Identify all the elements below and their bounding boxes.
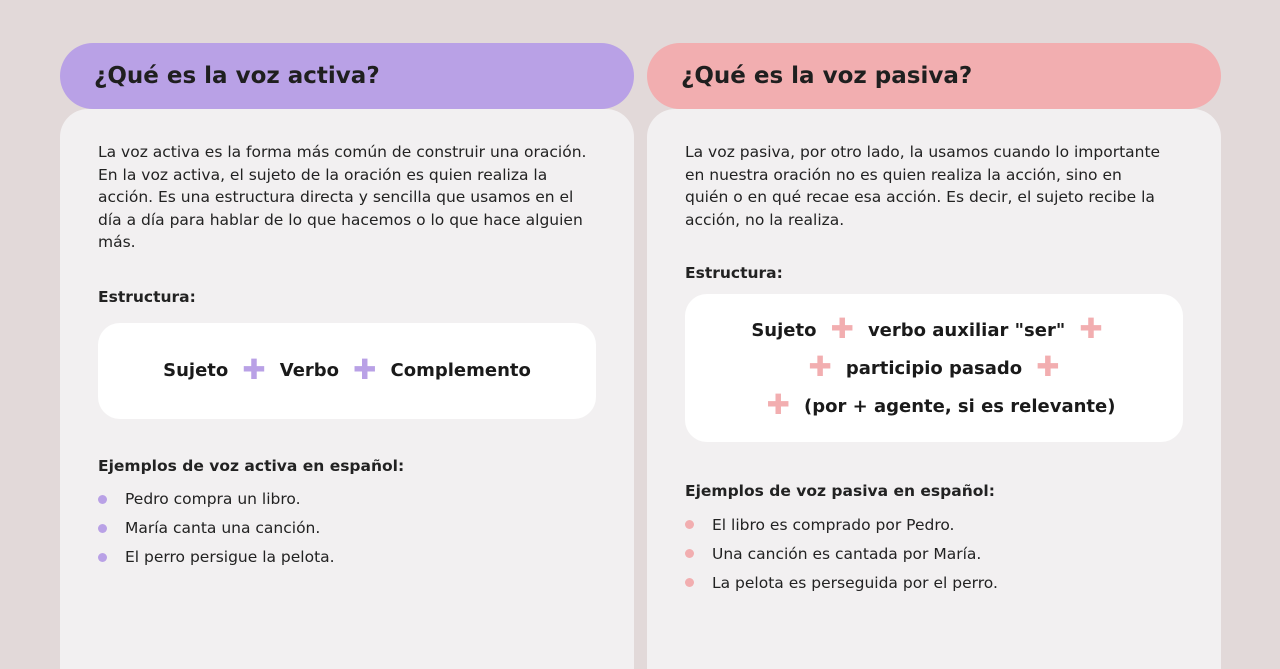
bullet-dot-icon	[685, 549, 694, 558]
active-formula-row	[163, 352, 531, 386]
passive-voice-title: ¿Qué es la voz pasiva?	[647, 43, 1221, 109]
bullet-dot-icon	[685, 578, 694, 587]
formula-term-complement: Complemento	[390, 360, 531, 381]
plus-icon: ✚	[242, 352, 266, 386]
active-voice-card	[60, 109, 634, 669]
passive-examples-list	[685, 510, 1183, 597]
list-item: El perro persigue la pelota.	[98, 543, 596, 572]
formula-term-auxiliary-verb: verbo auxiliar "ser"	[867, 319, 1066, 341]
plus-icon: ✚	[808, 350, 832, 383]
plus-icon: ✚	[830, 312, 854, 345]
active-structure-label: Estructura:	[98, 287, 196, 306]
list-item: Una canción es cantada por María.	[685, 539, 1183, 568]
bullet-dot-icon	[98, 524, 107, 533]
passive-formula-box	[685, 294, 1183, 442]
active-voice-title: ¿Qué es la voz activa?	[60, 43, 634, 109]
active-examples-label: Ejemplos de voz activa en español:	[98, 456, 405, 475]
passive-structure-label: Estructura:	[685, 264, 783, 282]
active-voice-section	[60, 43, 634, 566]
passive-formula-row-3	[753, 387, 1116, 425]
active-formula-box	[98, 323, 596, 419]
bullet-dot-icon	[98, 495, 107, 504]
active-voice-description: La voz activa es la forma más común de construir una oración. En la voz activa, el sujeto de la oración es quien realiza la acción. Es una estructura directa y sencilla que usamos en el día a día para hablar de lo que hacemos o lo que hace alguien más.	[98, 143, 587, 251]
passive-formula-row-1	[751, 311, 1116, 349]
passive-voice-section	[647, 43, 1221, 592]
bullet-dot-icon	[98, 553, 107, 562]
passive-voice-description: La voz pasiva, por otro lado, la usamos cuando lo importante en nuestra oración no es quien realiza la acción, sino en quién o en qué recae esa acción. Es decir, el sujeto recibe la acción, no la realiza.	[685, 143, 1161, 229]
bullet-dot-icon	[685, 520, 694, 529]
passive-formula-row-2	[794, 349, 1073, 387]
passive-examples-label: Ejemplos de voz pasiva en español:	[685, 482, 995, 500]
list-item: La pelota es perseguida por el perro.	[685, 568, 1183, 597]
passive-voice-card	[647, 109, 1221, 669]
plus-icon: ✚	[766, 388, 790, 421]
list-item: María canta una canción.	[98, 514, 596, 543]
formula-term-agent: (por + agente, si es relevante)	[803, 395, 1116, 417]
plus-icon: ✚	[353, 352, 377, 386]
active-examples-list	[98, 485, 596, 572]
formula-term-verb: Verbo	[279, 360, 340, 381]
list-item: Pedro compra un libro.	[98, 485, 596, 514]
formula-term-subject: Sujeto	[751, 319, 817, 341]
formula-term-participle: participio pasado	[845, 357, 1023, 379]
formula-term-subject: Sujeto	[163, 360, 229, 381]
plus-icon: ✚	[1036, 350, 1060, 383]
list-item: El libro es comprado por Pedro.	[685, 510, 1183, 539]
plus-icon: ✚	[1079, 312, 1103, 345]
